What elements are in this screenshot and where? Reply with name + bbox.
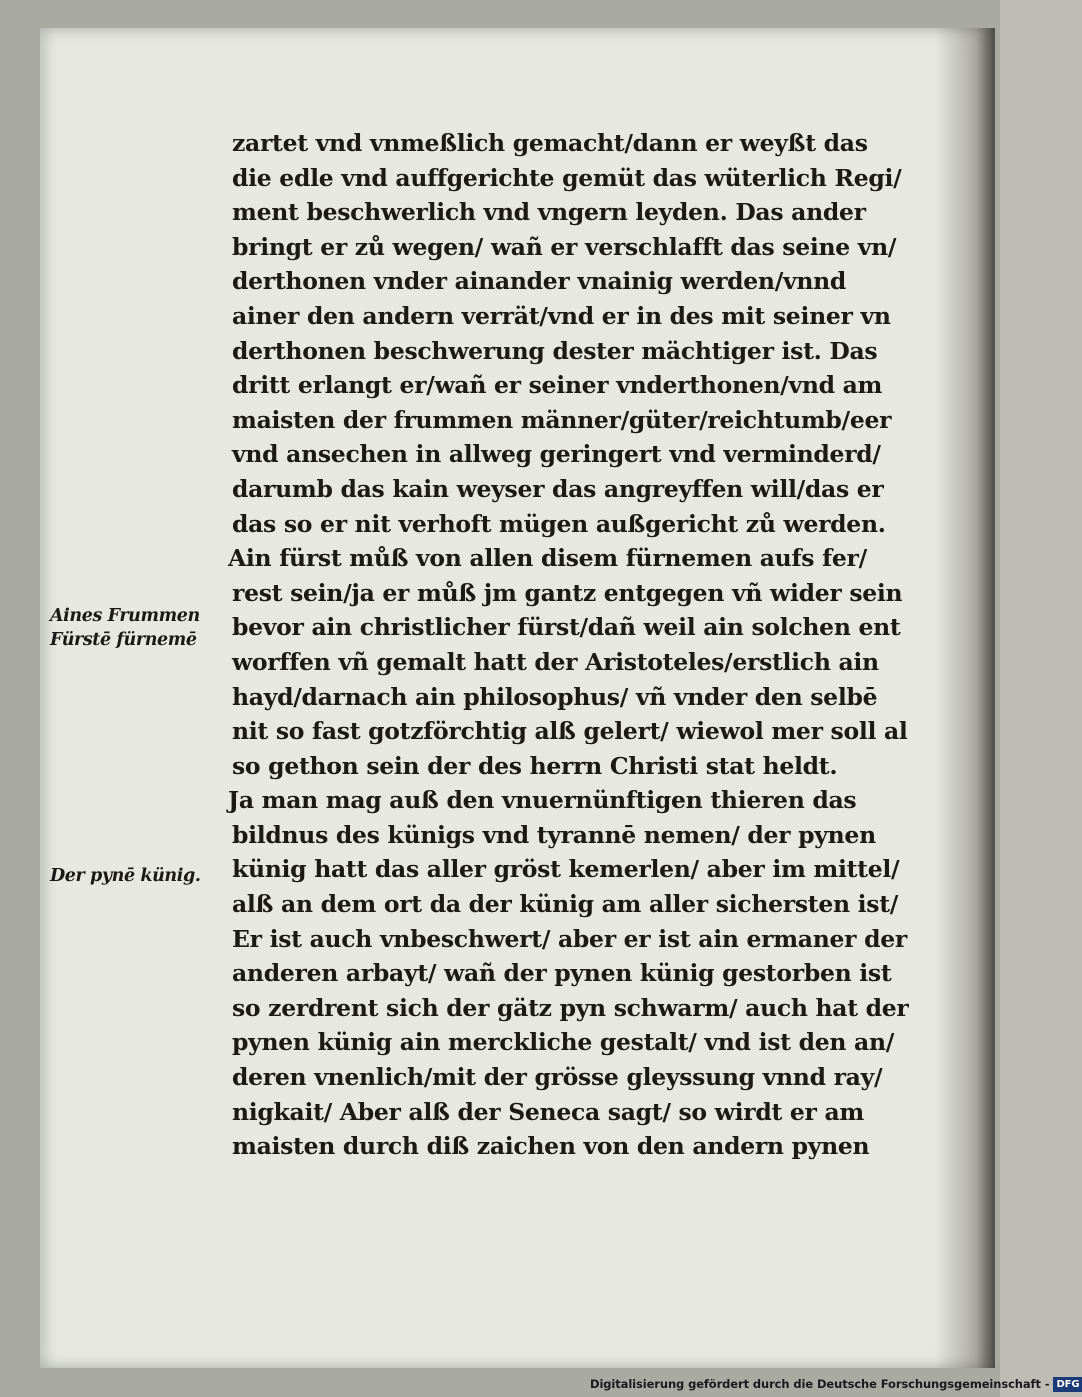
text-line: hayd/darnach ain philosophus/ vñ vnder den selbē [232,682,878,711]
text-line: vnd ansechen in allweg geringert vnd verminderd/ [232,440,881,469]
text-line: darumb das kain weyser das angreyffen will/das er [232,474,884,503]
text-line: nigkait/ Aber alß der Seneca sagt/ so wirdt er am [232,1097,864,1126]
text-line: bevor ain christlicher fürst/dañ weil ain solchen ent [232,613,901,642]
text-line: das so er nit verhoft mügen außgericht zů werden. [232,509,886,538]
text-line: alß an dem ort da der künig am aller sichersten ist/ [232,890,899,919]
page-spine-shadow [935,28,995,1368]
dfg-logo: DFG [1053,1377,1082,1392]
margin-note-line: Fürstē fürnemē [50,630,197,650]
credit-text: Digitalisierung gefördert durch die Deutsche Forschungsgemeinschaft - [590,1377,1050,1391]
text-line: die edle vnd auffgerichte gemüt das wüterlich Regi/ [232,163,902,192]
text-line: maisten der frummen männer/güter/reichtumb/eer [232,405,892,434]
text-line: Ja man mag auß den vnuernünftigen thieren das [228,786,857,815]
margin-note-line: Aines Frummen [50,606,200,626]
text-line: bringt er zů wegen/ wañ er verschlafft das seine vn/ [232,232,897,261]
margin-note-frummen-fuersten [50,604,228,652]
text-line: maisten durch diß zaichen von den andern pynen [232,1132,870,1161]
text-line: zartet vnd vnmeßlich gemacht/dann er weyßt das [232,129,868,157]
text-line: pynen künig ain merckliche gestalt/ vnd ist den an/ [232,1028,895,1057]
text-line: rest sein/ja er můß jm gantz entgegen vñ wider sein [232,578,903,607]
text-line: worffen vñ gemalt hatt der Aristoteles/erstlich ain [232,647,879,676]
text-line: derthonen vnder ainander vnainig werden/vnnd [232,267,847,296]
text-line: künig hatt das aller gröst kemerlen/ aber im mittel/ [232,855,900,884]
text-line: Ain fürst můß von allen disem fürnemen aufs fer/ [228,544,867,573]
text-line: nit so fast gotzförchtig alß gelert/ wiewol mer soll al [232,717,908,746]
text-line: ainer den andern verrät/vnd er in des mit seiner vn [232,301,891,330]
text-line: Er ist auch vnbeschwert/ aber er ist ain ermaner der [232,924,907,953]
text-line: bildnus des künigs vnd tyrannē nemen/ der pynen [232,820,876,849]
text-line: derthonen beschwerung dester mächtiger ist. Das [232,336,878,365]
digitization-credit [590,1374,1082,1394]
main-text-block [228,126,909,1164]
text-line: dritt erlangt er/wañ er seiner vnderthonen/vnd am [232,371,883,400]
text-line: deren vnenlich/mit der grösse gleyssung vnnd ray/ [232,1063,883,1092]
text-line: so gethon sein der des herrn Christi stat heldt. [232,751,838,780]
margin-note-pynen-kuenig [50,864,228,888]
margin-note-line: Der pynē künig. [50,866,201,886]
text-line: anderen arbayt/ wañ der pynen künig gestorben ist [232,959,892,988]
text-line: so zerdrent sich der gätz pyn schwarm/ auch hat der [232,993,909,1022]
text-line: ment beschwerlich vnd vngern leyden. Das ander [232,198,866,227]
